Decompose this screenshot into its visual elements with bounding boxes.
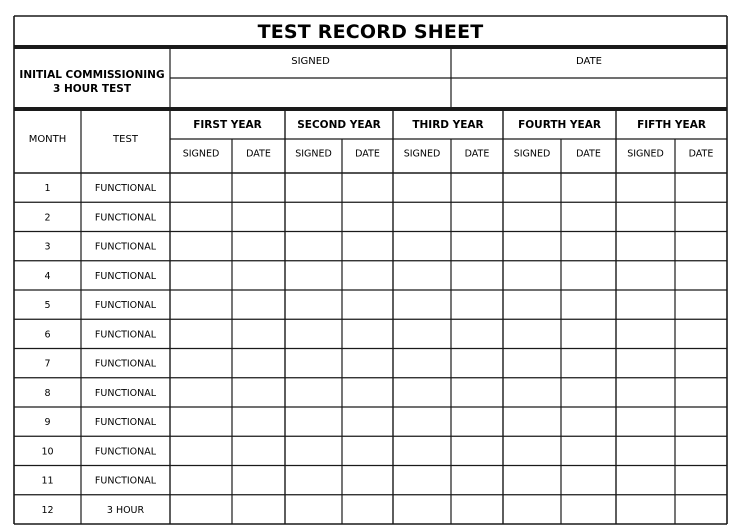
- date-entry-cell[interactable]: [562, 233, 615, 260]
- signed-entry-cell[interactable]: [394, 496, 450, 523]
- date-entry-cell[interactable]: [233, 233, 284, 260]
- date-entry-cell[interactable]: [343, 291, 392, 318]
- date-entry-cell[interactable]: [676, 467, 726, 494]
- signed-entry-cell[interactable]: [617, 233, 674, 260]
- date-entry-cell[interactable]: [233, 203, 284, 230]
- test-cell: FUNCTIONAL: [94, 270, 157, 282]
- date-entry-cell[interactable]: [676, 203, 726, 230]
- commissioning-signed-label: SIGNED: [291, 56, 330, 67]
- month-cell: 9: [44, 417, 51, 429]
- commissioning-date-field[interactable]: [452, 79, 726, 108]
- signed-entry-cell[interactable]: [394, 350, 450, 377]
- date-entry-cell[interactable]: [562, 379, 615, 406]
- signed-subheader: SIGNED: [403, 148, 441, 160]
- signed-entry-cell[interactable]: [286, 262, 341, 289]
- month-cell: 8: [44, 387, 51, 399]
- signed-subheader: SIGNED: [295, 148, 332, 160]
- signed-entry-cell[interactable]: [286, 379, 341, 406]
- signed-entry-cell[interactable]: [171, 408, 231, 435]
- signed-entry-cell[interactable]: [286, 320, 341, 347]
- date-entry-cell[interactable]: [343, 262, 392, 289]
- date-entry-cell[interactable]: [343, 320, 392, 347]
- signed-entry-cell[interactable]: [171, 291, 231, 318]
- date-subheader: DATE: [464, 148, 490, 160]
- date-entry-cell[interactable]: [343, 496, 392, 523]
- date-entry-cell[interactable]: [343, 233, 392, 260]
- month-cell: 7: [44, 358, 51, 370]
- signed-entry-cell[interactable]: [617, 467, 674, 494]
- test-cell: 3 HOUR: [106, 504, 145, 516]
- signed-subheader: SIGNED: [182, 148, 220, 160]
- date-entry-cell[interactable]: [562, 203, 615, 230]
- test-cell: FUNCTIONAL: [94, 183, 157, 195]
- date-entry-cell[interactable]: [562, 467, 615, 494]
- signed-entry-cell[interactable]: [171, 496, 231, 523]
- signed-entry-cell[interactable]: [504, 291, 560, 318]
- date-entry-cell[interactable]: [676, 174, 726, 201]
- date-entry-cell[interactable]: [676, 437, 726, 464]
- signed-entry-cell[interactable]: [171, 233, 231, 260]
- date-entry-cell[interactable]: [233, 437, 284, 464]
- test-cell: FUNCTIONAL: [94, 475, 157, 487]
- signed-entry-cell[interactable]: [617, 320, 674, 347]
- date-entry-cell[interactable]: [676, 291, 726, 318]
- year-header: SECOND YEAR: [297, 119, 381, 131]
- signed-entry-cell[interactable]: [286, 174, 341, 201]
- signed-entry-cell[interactable]: [286, 496, 341, 523]
- signed-entry-cell[interactable]: [504, 379, 560, 406]
- date-subheader: DATE: [355, 148, 380, 160]
- month-cell: 3: [44, 241, 51, 253]
- signed-entry-cell[interactable]: [504, 437, 560, 464]
- signed-entry-cell[interactable]: [286, 408, 341, 435]
- signed-entry-cell[interactable]: [617, 496, 674, 523]
- signed-entry-cell[interactable]: [286, 203, 341, 230]
- date-entry-cell[interactable]: [233, 408, 284, 435]
- signed-entry-cell[interactable]: [504, 496, 560, 523]
- signed-entry-cell[interactable]: [394, 262, 450, 289]
- signed-entry-cell[interactable]: [171, 350, 231, 377]
- date-entry-cell[interactable]: [562, 496, 615, 523]
- signed-entry-cell[interactable]: [504, 262, 560, 289]
- month-cell: 12: [41, 504, 54, 516]
- date-entry-cell[interactable]: [676, 379, 726, 406]
- signed-entry-cell[interactable]: [394, 203, 450, 230]
- date-entry-cell[interactable]: [233, 320, 284, 347]
- signed-entry-cell[interactable]: [286, 437, 341, 464]
- signed-entry-cell[interactable]: [286, 467, 341, 494]
- signed-entry-cell[interactable]: [171, 203, 231, 230]
- date-entry-cell[interactable]: [676, 496, 726, 523]
- date-entry-cell[interactable]: [452, 291, 502, 318]
- signed-entry-cell[interactable]: [504, 203, 560, 230]
- date-entry-cell[interactable]: [343, 437, 392, 464]
- date-entry-cell[interactable]: [452, 233, 502, 260]
- signed-entry-cell[interactable]: [617, 291, 674, 318]
- commissioning-signed-field[interactable]: [171, 79, 450, 108]
- date-entry-cell[interactable]: [233, 174, 284, 201]
- signed-entry-cell[interactable]: [394, 408, 450, 435]
- signed-entry-cell[interactable]: [617, 408, 674, 435]
- signed-entry-cell[interactable]: [504, 350, 560, 377]
- date-entry-cell[interactable]: [676, 408, 726, 435]
- signed-entry-cell[interactable]: [286, 350, 341, 377]
- month-cell: 10: [41, 446, 54, 458]
- signed-entry-cell[interactable]: [394, 320, 450, 347]
- signed-subheader: SIGNED: [627, 148, 664, 160]
- date-entry-cell[interactable]: [452, 437, 502, 464]
- test-cell: FUNCTIONAL: [94, 241, 157, 253]
- date-entry-cell[interactable]: [233, 467, 284, 494]
- date-entry-cell[interactable]: [452, 350, 502, 377]
- test-cell: FUNCTIONAL: [94, 329, 157, 341]
- date-subheader: DATE: [688, 148, 714, 160]
- date-entry-cell[interactable]: [562, 437, 615, 464]
- signed-entry-cell[interactable]: [504, 467, 560, 494]
- year-header: FIRST YEAR: [193, 119, 262, 131]
- signed-entry-cell[interactable]: [171, 174, 231, 201]
- month-cell: 1: [44, 183, 51, 195]
- signed-entry-cell[interactable]: [617, 174, 674, 201]
- signed-entry-cell[interactable]: [171, 320, 231, 347]
- month-cell: 11: [41, 475, 54, 487]
- date-entry-cell[interactable]: [676, 320, 726, 347]
- table-entry-cells: [171, 79, 726, 523]
- commissioning-label-line1: INITIAL COMMISSIONING: [19, 69, 165, 81]
- signed-entry-cell[interactable]: [504, 174, 560, 201]
- month-cell: 2: [44, 212, 51, 224]
- signed-entry-cell[interactable]: [171, 467, 231, 494]
- signed-entry-cell[interactable]: [171, 262, 231, 289]
- date-entry-cell[interactable]: [452, 262, 502, 289]
- signed-entry-cell[interactable]: [171, 379, 231, 406]
- date-entry-cell[interactable]: [452, 467, 502, 494]
- date-entry-cell[interactable]: [452, 496, 502, 523]
- date-entry-cell[interactable]: [562, 320, 615, 347]
- signed-subheader: SIGNED: [513, 148, 551, 160]
- date-entry-cell[interactable]: [676, 262, 726, 289]
- test-cell: FUNCTIONAL: [94, 446, 157, 458]
- year-header: FIFTH YEAR: [637, 119, 706, 131]
- month-header: MONTH: [28, 134, 67, 145]
- test-cell: FUNCTIONAL: [94, 417, 157, 429]
- signed-entry-cell[interactable]: [394, 291, 450, 318]
- date-entry-cell[interactable]: [233, 496, 284, 523]
- date-entry-cell[interactable]: [452, 174, 502, 201]
- date-entry-cell[interactable]: [343, 350, 392, 377]
- date-entry-cell[interactable]: [562, 174, 615, 201]
- date-entry-cell[interactable]: [343, 379, 392, 406]
- date-entry-cell[interactable]: [233, 379, 284, 406]
- commissioning-date-label: DATE: [575, 56, 603, 67]
- signed-entry-cell[interactable]: [394, 437, 450, 464]
- date-entry-cell[interactable]: [676, 233, 726, 260]
- month-cell: 4: [44, 270, 51, 282]
- date-entry-cell[interactable]: [343, 174, 392, 201]
- date-entry-cell[interactable]: [343, 408, 392, 435]
- signed-entry-cell[interactable]: [394, 379, 450, 406]
- date-entry-cell[interactable]: [562, 408, 615, 435]
- date-entry-cell[interactable]: [233, 291, 284, 318]
- signed-entry-cell[interactable]: [394, 174, 450, 201]
- date-entry-cell[interactable]: [233, 350, 284, 377]
- signed-entry-cell[interactable]: [617, 350, 674, 377]
- date-entry-cell[interactable]: [676, 350, 726, 377]
- signed-entry-cell[interactable]: [617, 379, 674, 406]
- date-entry-cell[interactable]: [343, 203, 392, 230]
- signed-entry-cell[interactable]: [617, 437, 674, 464]
- test-cell: FUNCTIONAL: [94, 387, 157, 399]
- test-cell: FUNCTIONAL: [94, 212, 157, 224]
- date-entry-cell[interactable]: [562, 350, 615, 377]
- month-cell: 6: [44, 329, 51, 341]
- signed-entry-cell[interactable]: [504, 408, 560, 435]
- month-cell: 5: [44, 300, 51, 312]
- date-entry-cell[interactable]: [452, 320, 502, 347]
- sheet-title: TEST RECORD SHEET: [257, 21, 484, 43]
- signed-entry-cell[interactable]: [394, 233, 450, 260]
- date-entry-cell[interactable]: [452, 408, 502, 435]
- date-subheader: DATE: [246, 148, 271, 160]
- date-entry-cell[interactable]: [343, 467, 392, 494]
- signed-entry-cell[interactable]: [286, 233, 341, 260]
- date-entry-cell[interactable]: [562, 262, 615, 289]
- signed-entry-cell[interactable]: [394, 467, 450, 494]
- signed-entry-cell[interactable]: [171, 437, 231, 464]
- signed-entry-cell[interactable]: [617, 203, 674, 230]
- test-header: TEST: [113, 134, 138, 145]
- date-subheader: DATE: [576, 148, 601, 160]
- signed-entry-cell[interactable]: [617, 262, 674, 289]
- date-entry-cell[interactable]: [452, 203, 502, 230]
- year-header: FOURTH YEAR: [518, 119, 601, 131]
- signed-entry-cell[interactable]: [504, 233, 560, 260]
- commissioning-label-line2: 3 HOUR TEST: [52, 83, 132, 95]
- signed-entry-cell[interactable]: [286, 291, 341, 318]
- signed-entry-cell[interactable]: [504, 320, 560, 347]
- year-header: THIRD YEAR: [412, 119, 484, 131]
- test-cell: FUNCTIONAL: [94, 358, 157, 370]
- test-cell: FUNCTIONAL: [94, 300, 157, 312]
- date-entry-cell[interactable]: [233, 262, 284, 289]
- date-entry-cell[interactable]: [562, 291, 615, 318]
- date-entry-cell[interactable]: [452, 379, 502, 406]
